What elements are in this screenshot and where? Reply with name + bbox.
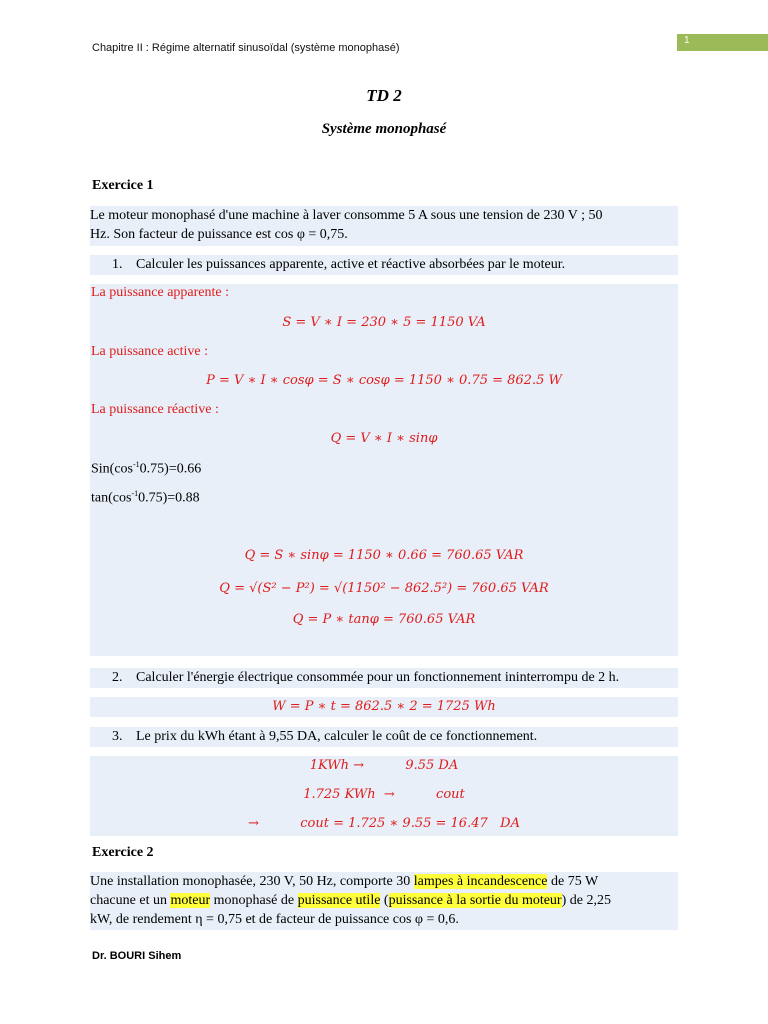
apparent-power-label: La puissance apparente :: [91, 285, 229, 300]
tangent-value: $\tan(\cos^{-1}0.75)=0.88$: [91, 489, 200, 506]
reactive-equation-root: Q = √(S² − P²) = √(1150² − 862.5²) = 760.65 VAR: [219, 581, 549, 596]
document-title: TD 2: [366, 86, 402, 105]
question-2-text: Calculer l'énergie électrique consommée pour un fonctionnement ininterrompu de 2 h.: [136, 670, 620, 685]
reactive-equation-sin: Q = S ∗ sinφ = 1150 ∗ 0.66 = 760.65 VAR: [244, 548, 524, 563]
question-3: [90, 727, 678, 747]
rule-of-three-line-2: 1.725 KWh → cout: [303, 787, 465, 802]
highlight-output-power: puissance à la sortie du moteur: [388, 893, 562, 908]
active-power-equation: P = V ∗ I ∗ cosφ = S ∗ cosφ = 1150 ∗ 0.75 = 862.5 W: [206, 373, 562, 388]
highlight-incandescent-lamps: lampes à incandescence: [413, 874, 548, 889]
energy-equation: W = P ∗ t = 862.5 ∗ 2 = 1725 Wh: [272, 699, 496, 714]
running-header: Chapitre II : Régime alternatif sinusoïdal (système monophasé): [92, 42, 400, 54]
active-power-label: La puissance active :: [91, 344, 209, 359]
question-1-number: 1.: [112, 257, 123, 272]
exercise-2-line-3: kW, de rendement η = 0,75 et de facteur de puissance cos φ = 0,6.: [90, 912, 459, 927]
apparent-power-equation: S = V ∗ I = 230 ∗ 5 = 1150 VA: [282, 315, 486, 330]
statement-line-1: Le moteur monophasé d'une machine à laver consomme 5 A sous une tension de 230 V ; 50: [90, 208, 603, 223]
author-footer: Dr. BOURI Sihem: [92, 950, 182, 962]
sine-value: $Sin(\cos^{-1}0.75)=0.66$: [91, 460, 202, 477]
highlight-motor: moteur: [170, 893, 211, 908]
cost-equation: → cout = 1.725 ∗ 9.55 = 16.47 DA: [248, 816, 520, 831]
reactive-power-equation: Q = V ∗ I ∗ sinφ: [330, 431, 438, 446]
exercise-1-statement: [90, 206, 678, 246]
statement-line-2: Hz. Son facteur de puissance est cos φ = 0,75.: [90, 227, 348, 242]
exercise-2-line-2: chacune et un moteur monophasé de puissance utile (puissance à la sortie du moteur) de 2,25: [90, 893, 611, 908]
exercise-2-line-1: Une installation monophasée, 230 V, 50 Hz, comporte 30 lampes à incandescence de 75 W: [90, 874, 599, 889]
question-3-text: Le prix du kWh étant à 9,55 DA, calculer le coût de ce fonctionnement.: [136, 729, 538, 744]
question-1: [90, 255, 678, 275]
page-number-box: [677, 34, 768, 51]
rule-of-three-line-1: 1KWh → 9.55 DA: [309, 758, 459, 773]
exercise-2-heading: Exercice 2: [92, 845, 154, 860]
page-number: 1: [684, 35, 690, 46]
question-2: [90, 668, 678, 688]
exercise-2-statement: [90, 872, 678, 930]
reactive-power-label: La puissance réactive :: [91, 402, 219, 417]
document-subtitle: Système monophasé: [321, 121, 447, 137]
question-1-text: Calculer les puissances apparente, active et réactive absorbées par le moteur.: [136, 257, 566, 272]
question-3-number: 3.: [112, 729, 123, 744]
highlight-useful-power: puissance utile: [297, 893, 381, 908]
reactive-equation-tan: Q = P ∗ tanφ = 760.65 VAR: [292, 612, 476, 627]
question-2-number: 2.: [112, 670, 123, 685]
exercise-1-heading: Exercice 1: [92, 178, 154, 193]
